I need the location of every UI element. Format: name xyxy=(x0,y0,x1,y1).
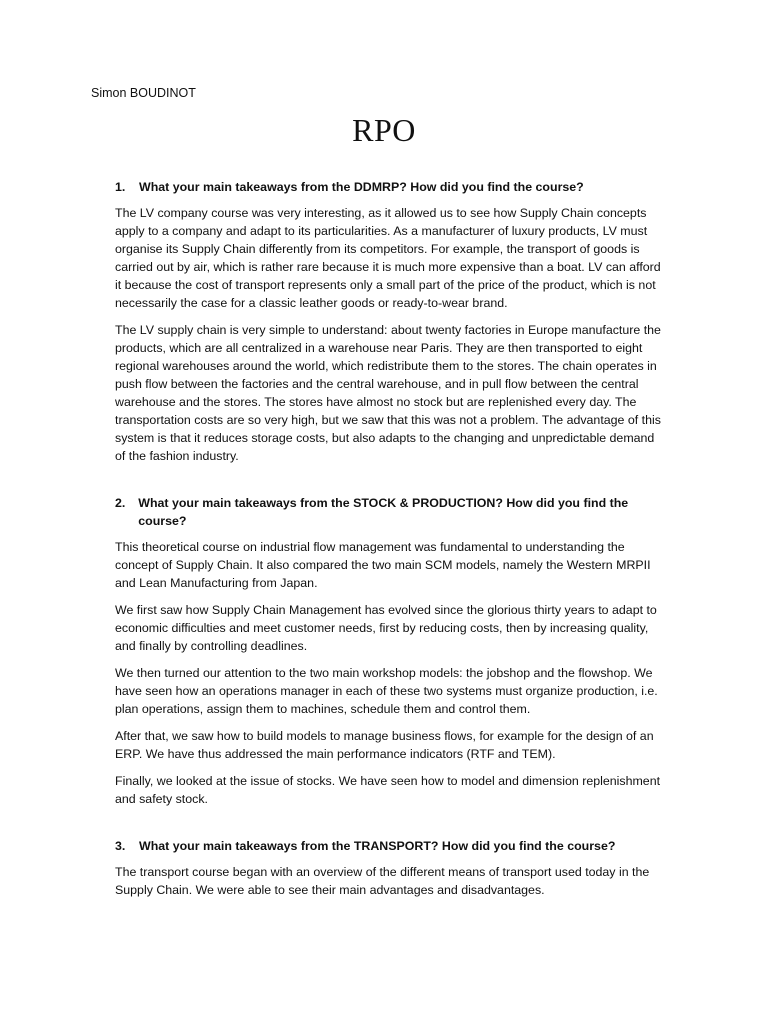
question-text: What your main takeaways from the STOCK & PRODUCTION? How did you find the course? xyxy=(138,496,629,528)
question-number: 1. xyxy=(115,180,126,194)
paragraph: The transport course began with an overview of the different means of transport used today in the Supply Chain. We were able to see their main advantages and disadvantages. xyxy=(115,865,650,897)
paragraph: We first saw how Supply Chain Management has evolved since the glorious thirty years to adapt to economic difficulties and meet customer needs, first by reducing costs, then by increasing quality, and finally by controlling deadlines. xyxy=(115,603,657,653)
paragraph: We then turned our attention to the two main workshop models: the jobshop and the flowshop. We have seen how an operations manager in each of these two systems must organize production, i.e. plan operations, assign them to machines, schedule them and control them. xyxy=(115,666,658,716)
paragraph: This theoretical course on industrial flow management was fundamental to understanding the concept of Supply Chain. It also compared the two main SCM models, namely the Western MRPII and Lean Manufacturing from Japan. xyxy=(115,540,651,590)
section-3 xyxy=(115,837,663,899)
paragraph: The LV supply chain is very simple to understand: about twenty factories in Europe manufacture the products, which are all centralized in a warehouse near Paris. They are then transported to eight regional warehouses around the world, which redistribute them to the stores. The chain operates in push flow between the factories and the central warehouse, and in pull flow between the central warehouse and the stores. The stores have almost no stock but are replenished every day. The transportation costs are so very high, but we saw that this was not a problem. The advantage of this system is that it reduces storage costs, but also adapts to the changing and unpredictable demand of the fashion industry. xyxy=(115,323,661,463)
section-1 xyxy=(115,178,663,465)
question-heading xyxy=(115,494,663,530)
paragraph: After that, we saw how to build models to manage business flows, for example for the design of an ERP. We have thus addressed the main performance indicators (RTF and TEM). xyxy=(115,729,654,761)
question-heading xyxy=(115,837,663,855)
question-text: What your main takeaways from the TRANSPORT? How did you find the course? xyxy=(139,839,616,853)
document-title: RPO xyxy=(352,112,416,148)
paragraph: The LV company course was very interesting, as it allowed us to see how Supply Chain concepts apply to a company and adapt to its particularities. As a manufacturer of luxury products, LV must organise its Supply Chain differently from its competitors. For example, the transport of goods is carried out by air, which is rather rare because it is much more expensive than a boat. LV can afford it because the cost of transport represents only a small part of the price of the product, which is not necessarily the case for a classic leather goods or ready-to-wear brand. xyxy=(115,206,661,310)
author-name: Simon BOUDINOT xyxy=(91,86,196,100)
question-heading xyxy=(115,178,663,196)
question-number: 2. xyxy=(115,496,126,510)
paragraph: Finally, we looked at the issue of stocks. We have seen how to model and dimension replenishment and safety stock. xyxy=(115,774,661,806)
question-text: What your main takeaways from the DDMRP? How did you find the course? xyxy=(139,180,584,194)
document-body xyxy=(115,178,663,908)
question-number: 3. xyxy=(115,839,126,853)
section-2 xyxy=(115,494,663,808)
